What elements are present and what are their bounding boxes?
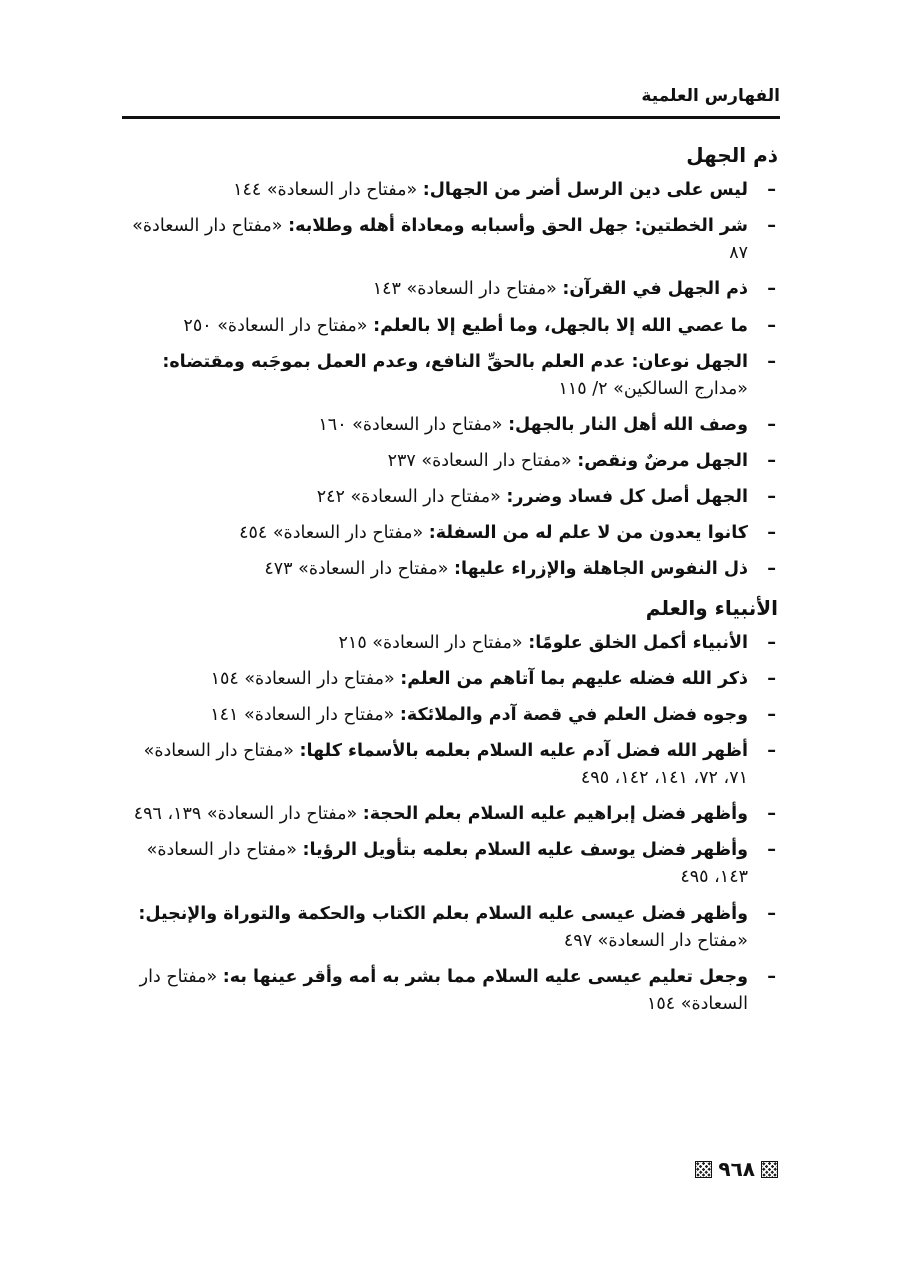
dash-marker: –	[767, 279, 776, 300]
index-entry	[118, 313, 778, 340]
entry-topic: وأظهر فضل يوسف عليه السلام بعلمه بتأويل الرؤيا:	[302, 840, 748, 861]
index-entry	[118, 901, 778, 955]
dash-marker: –	[767, 668, 776, 689]
section-title: الأنبياء والعلم	[645, 595, 778, 620]
dash-marker: –	[767, 451, 776, 471]
entry-reference: «مفتاح دار السعادة» ٤٧٣	[264, 559, 449, 580]
index-entry	[118, 448, 778, 475]
entry-topic: وجوه فضل العلم في قصة آدم والملائكة:	[399, 704, 748, 725]
dash-marker: –	[767, 414, 776, 435]
page-number-block	[695, 1157, 778, 1181]
entry-topic: الأنبياء أكمل الخلق علومًا:	[528, 632, 748, 653]
index-entry	[118, 702, 778, 729]
dash-marker: –	[767, 840, 776, 861]
entry-topic: ليس على دين الرسل أضر من الجهال:	[422, 180, 748, 200]
dash-marker: –	[767, 351, 776, 372]
entry-reference: «مفتاح دار السعادة» ١٤٣	[372, 279, 557, 300]
entry-topic: ذم الجهل في القرآن:	[562, 279, 748, 300]
dash-marker: –	[767, 216, 776, 237]
entry-reference: «مفتاح دار السعادة» ١٤١	[210, 704, 395, 725]
dash-marker: –	[767, 487, 776, 508]
entry-reference: «مفتاح دار السعادة» ١٥٤	[210, 668, 395, 689]
entry-reference: «مفتاح دار السعادة» ١٥٤	[139, 966, 748, 1014]
entry-reference: «مفتاح دار السعادة» ٤٩٧	[563, 930, 748, 951]
entry-reference: «مفتاح دار السعادة» ٤٥٤	[239, 523, 424, 544]
index-entry	[118, 276, 778, 303]
entry-topic: وجعل تعليم عيسى عليه السلام مما بشر به أمه وأقر عينها به:	[222, 966, 748, 987]
entry-topic: ذل النفوس الجاهلة والإزراء عليها:	[454, 559, 748, 580]
dash-marker: –	[767, 180, 776, 200]
index-content	[118, 138, 778, 1027]
entry-topic: أظهر الله فضل آدم عليه السلام بعلمه بالأسماء كلها:	[299, 740, 748, 761]
index-entry	[118, 630, 778, 657]
header-rule	[122, 116, 780, 119]
index-entry	[118, 412, 778, 439]
index-entry	[118, 520, 778, 547]
entry-reference: «مفتاح دار السعادة» ٢٣٧	[387, 451, 572, 471]
entry-topic: الجهل مرضٌ ونقص:	[577, 451, 748, 471]
dash-marker: –	[767, 315, 776, 336]
entry-reference: «مدارج السالكين» ٢/ ١١٥	[558, 378, 748, 399]
dash-marker: –	[767, 903, 776, 924]
running-header: الفهارس العلمية	[641, 86, 780, 106]
ornament-icon	[761, 1161, 778, 1178]
section-title: ذم الجهل	[686, 143, 778, 167]
entry-topic: الجهل أصل كل فساد وضرر:	[506, 487, 748, 508]
entry-topic: وصف الله أهل النار بالجهل:	[508, 414, 748, 435]
entry-topic: شر الخطتين: جهل الحق وأسبابه ومعاداة أهله وطلابه:	[288, 216, 748, 237]
index-entry	[118, 556, 778, 583]
page-number: ٩٦٨	[718, 1157, 755, 1181]
index-entry	[118, 837, 778, 891]
entry-reference: «مفتاح دار السعادة» ١٤٤	[233, 180, 418, 200]
entry-topic: كانوا يعدون من لا علم له من السفلة:	[428, 523, 748, 544]
dash-marker: –	[767, 559, 776, 580]
index-entry	[118, 666, 778, 693]
index-entry	[118, 964, 778, 1018]
dash-marker: –	[767, 704, 776, 725]
entry-reference: «مفتاح دار السعادة» ٢٥٠	[183, 315, 368, 336]
entry-topic: ما عصي الله إلا بالجهل، وما أطيع إلا بالعلم:	[373, 315, 748, 336]
entry-topic: وأظهر فضل إبراهيم عليه السلام بعلم الحجة:	[362, 804, 748, 825]
entry-topic: الجهل نوعان: عدم العلم بالحقِّ النافع، وعدم العمل بموجَبه ومقتضاه:	[162, 351, 748, 372]
dash-marker: –	[767, 804, 776, 825]
entry-reference: «مفتاح دار السعادة» ٢١٥	[338, 632, 523, 653]
dash-marker: –	[767, 523, 776, 544]
dash-marker: –	[767, 740, 776, 761]
entry-reference: «مفتاح دار السعادة» ٨٧	[132, 216, 748, 264]
entry-topic: وأظهر فضل عيسى عليه السلام بعلم الكتاب والحكمة والتوراة والإنجيل:	[138, 903, 748, 924]
index-entry	[118, 738, 778, 792]
entry-reference: «مفتاح دار السعادة» ١٤٣، ٤٩٥	[146, 840, 748, 888]
entry-topic: ذكر الله فضله عليهم بما آتاهم من العلم:	[400, 668, 748, 689]
entry-reference: «مفتاح دار السعادة» ٧١، ٧٢، ١٤١، ١٤٢، ٤٩٥	[143, 740, 748, 788]
entry-reference: «مفتاح دار السعادة» ٢٤٢	[316, 487, 501, 508]
index-entry	[118, 349, 778, 403]
index-entry	[118, 484, 778, 511]
index-entry	[118, 213, 778, 267]
entry-reference: «مفتاح دار السعادة» ١٣٩، ٤٩٦	[133, 804, 358, 825]
entry-reference: «مفتاح دار السعادة» ١٦٠	[318, 414, 503, 435]
index-entry	[118, 801, 778, 828]
dash-marker: –	[767, 966, 776, 987]
index-entry	[118, 177, 778, 204]
ornament-icon	[695, 1161, 712, 1178]
dash-marker: –	[767, 632, 776, 653]
